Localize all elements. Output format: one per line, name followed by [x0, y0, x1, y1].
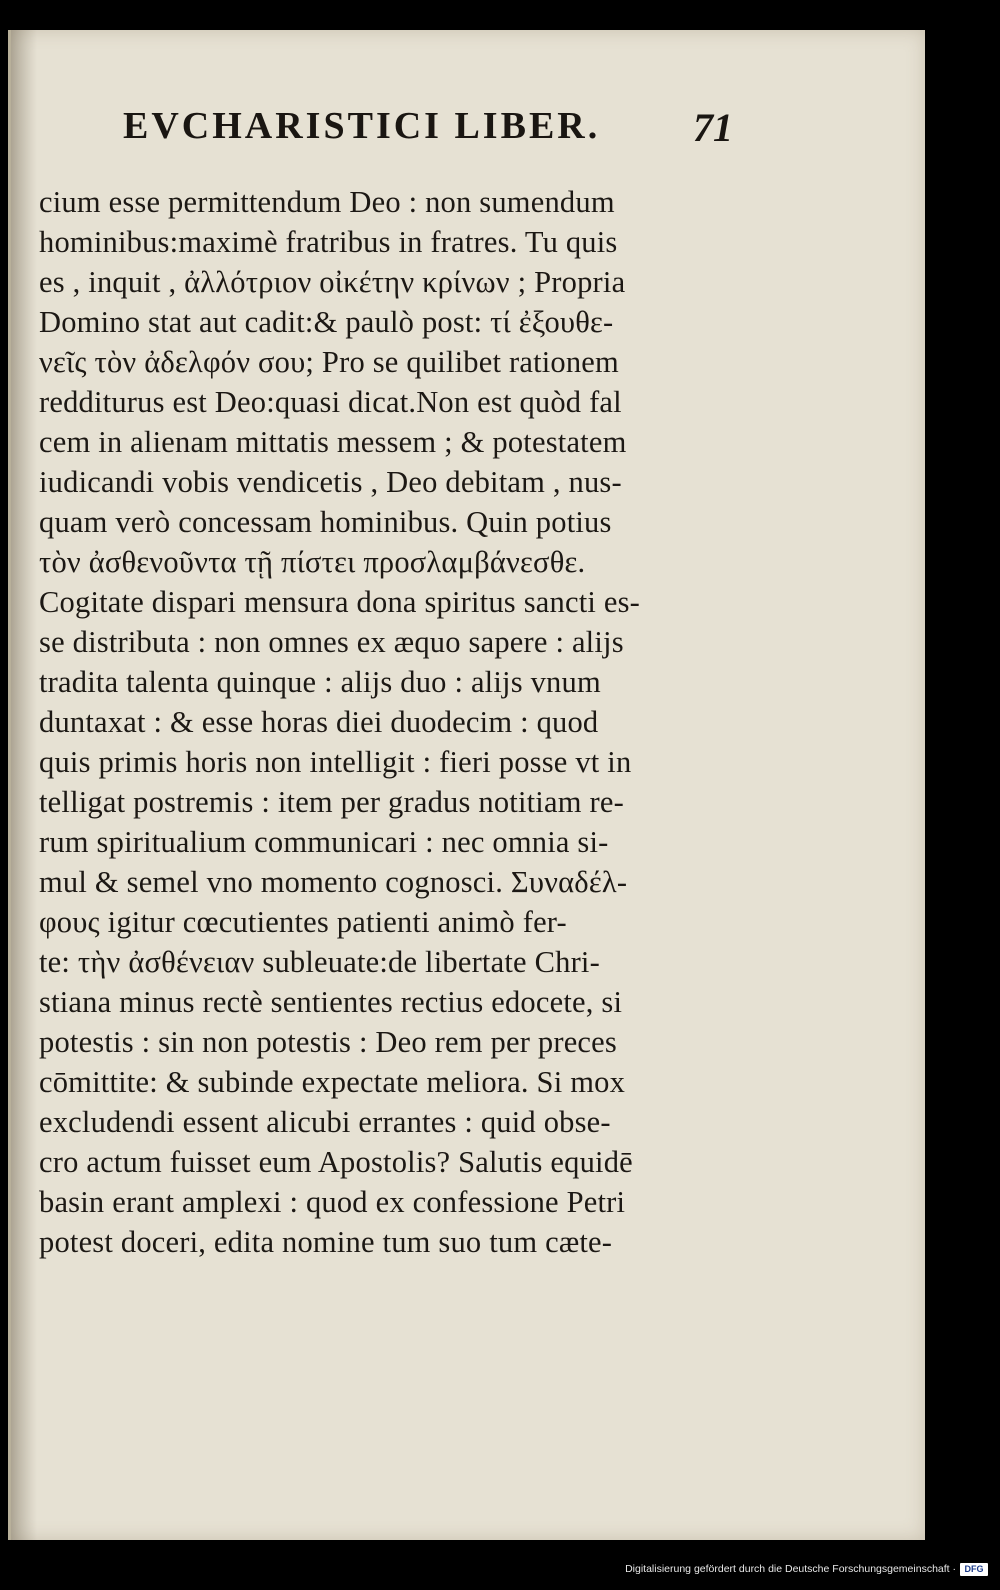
- text-line: es , inquit , ἀλλότριον οἰκέτην κρίνων ; Propria: [39, 265, 626, 299]
- text-line: telligat postremis : item per gradus notitiam re-: [39, 785, 624, 819]
- text-line: quis primis horis non intelligit : fieri posse vt in: [39, 745, 632, 779]
- gutter-shadow: [11, 30, 37, 1540]
- text-line: tradita talenta quinque : alijs duo : alijs vnum: [39, 665, 601, 699]
- text-line: te: τὴν ἀσθένειαν subleuate:de libertate Chri-: [39, 945, 600, 979]
- text-line: cro actum fuisset eum Apostolis? Salutis equidē: [39, 1145, 633, 1179]
- text-line: Cogitate dispari mensura dona spiritus sancti es-: [39, 585, 641, 619]
- text-line: cium esse permittendum Deo : non sumendum: [39, 185, 615, 219]
- text-line: rum spiritualium communicari : nec omnia si-: [39, 825, 609, 859]
- text-line: Domino stat aut cadit:& paulò post: τί ἐξουθε-: [39, 305, 614, 339]
- text-line: duntaxat : & esse horas diei duodecim : quod: [39, 705, 599, 739]
- text-line: quam verò concessam hominibus. Quin potius: [39, 505, 612, 539]
- text-line: stiana minus rectè sentientes rectius edocete, si: [39, 985, 623, 1019]
- text-line: potest doceri, edita nomine tum suo tum cæte-: [39, 1225, 613, 1259]
- book-page: [8, 30, 925, 1540]
- digitization-credit: [625, 1558, 988, 1580]
- running-head: [123, 104, 733, 164]
- text-line: φους igitur cœcutientes patienti animò fer-: [39, 905, 567, 939]
- text-line: iudicandi vobis vendicetis , Deo debitam , nus-: [39, 465, 622, 499]
- text-line: hominibus:maximè fratribus in fratres. Tu quis: [39, 225, 618, 259]
- text-line: se distributa : non omnes ex æquo sapere : alijs: [39, 625, 624, 659]
- running-title: EVCHARISTICI LIBER.: [123, 105, 601, 147]
- text-line: potestis : sin non potestis : Deo rem per preces: [39, 1025, 617, 1059]
- dfg-logo-icon: DFG: [960, 1563, 988, 1576]
- text-line: τὸν ἀσθενοῦντα τῇ πίστει προσλαμβάνεσθε.: [39, 545, 586, 579]
- body-text: [39, 182, 739, 1262]
- text-line: basin erant amplexi : quod ex confessione Petri: [39, 1185, 626, 1219]
- text-line: mul & semel vno momento cognosci. Συναδέλ-: [39, 865, 628, 899]
- text-line: excludendi essent alicubi errantes : quid obse-: [39, 1105, 611, 1139]
- credit-text: Digitalisierung gefördert durch die Deutsche Forschungsgemeinschaft ·: [625, 1563, 956, 1575]
- page-number: 71: [693, 105, 733, 150]
- text-line: cem in alienam mittatis messem ; & potestatem: [39, 425, 627, 459]
- text-line: cōmittite: & subinde expectate meliora. Si mox: [39, 1065, 626, 1099]
- text-line: redditurus est Deo:quasi dicat.Non est quòd fal: [39, 385, 622, 419]
- text-line: νεῖς τὸν ἀδελφόν σου; Pro se quilibet rationem: [39, 345, 619, 379]
